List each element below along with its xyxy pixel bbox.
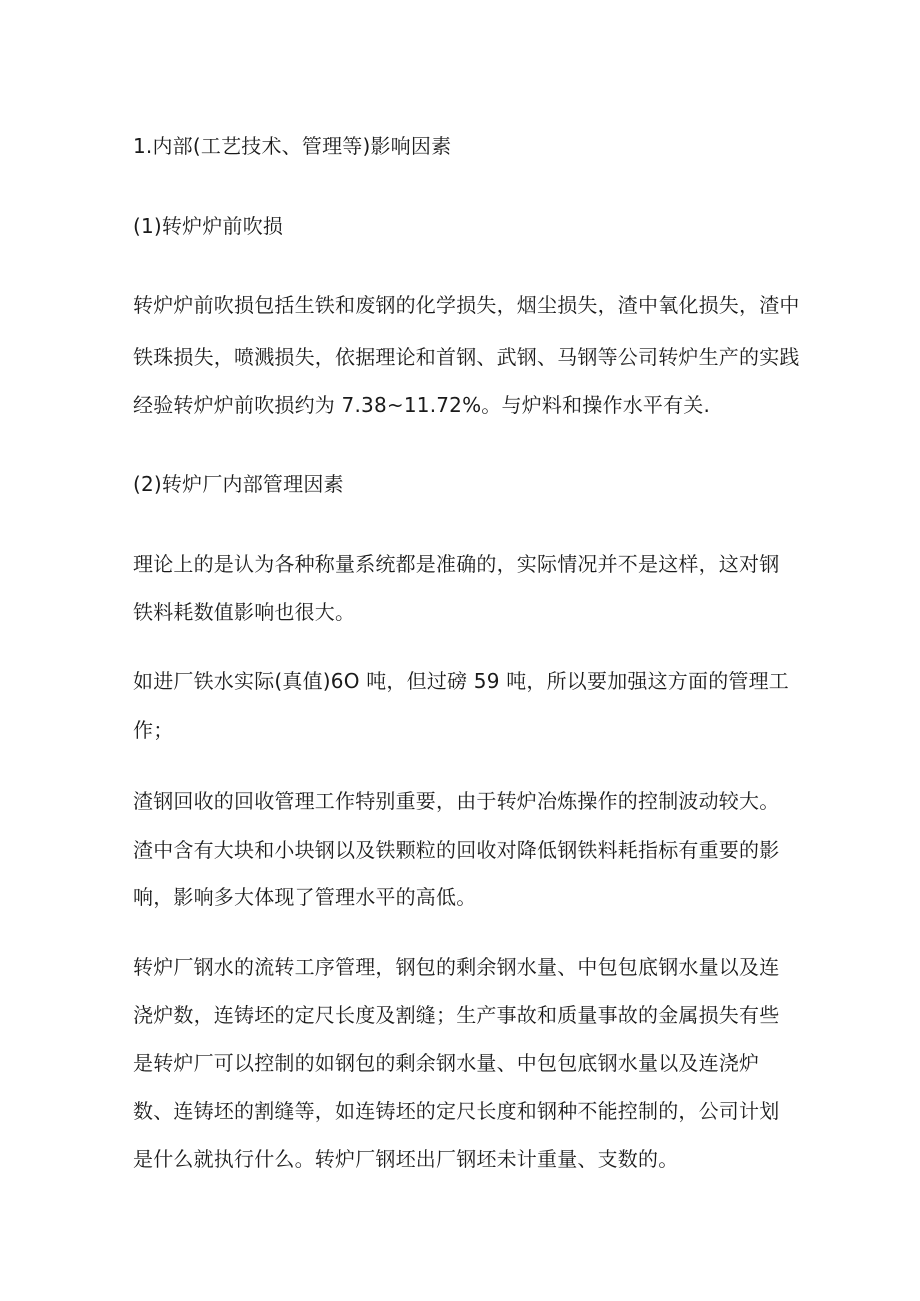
paragraph-line: 理论上的是认为各种称量系统都是准确的，实际情况并不是这样，这对钢 [133, 552, 780, 576]
paragraph-line: 经验转炉炉前吹损约为 7.38~11.72%。与炉料和操作水平有关. [133, 393, 711, 417]
paragraph-line: 渣中含有大块和小块钢以及铁颗粒的回收对降低钢铁料耗指标有重要的影 [133, 838, 780, 862]
subsection-heading: (1)转炉炉前吹损 [133, 214, 284, 238]
paragraph-line: 数、连铸坯的割缝等，如连铸坯的定尺长度和钢种不能控制的，公司计划 [133, 1099, 780, 1123]
paragraph-line: 如进厂铁水实际(真值)6O 吨，但过磅 59 吨，所以要加强这方面的管理工 [133, 669, 789, 693]
paragraph-line: 转炉炉前吹损包括生铁和废钢的化学损失，烟尘损失，渣中氧化损失，渣中 [133, 293, 800, 317]
paragraph-line: 作； [133, 718, 174, 742]
paragraph-line: 响，影响多大体现了管理水平的高低。 [133, 885, 477, 909]
section-heading: 1.内部(工艺技术、管理等)影响因素 [133, 134, 452, 158]
paragraph-line: 铁珠损失，喷溅损失，依据理论和首钢、武钢、马钢等公司转炉生产的实践 [133, 345, 800, 369]
paragraph-line: 转炉厂钢水的流转工序管理，钢包的剩余钢水量、中包包底钢水量以及连 [133, 955, 780, 979]
paragraph-line: 铁料耗数值影响也很大。 [133, 600, 356, 624]
subsection-heading: (2)转炉厂内部管理因素 [133, 472, 344, 496]
paragraph-line: 是什么就执行什么。转炉厂钢坯出厂钢坯未计重量、支数的。 [133, 1147, 679, 1171]
paragraph-line: 是转炉厂可以控制的如钢包的剩余钢水量、中包包底钢水量以及连浇炉 [133, 1051, 760, 1075]
paragraph-line: 渣钢回收的回收管理工作特别重要，由于转炉冶炼操作的控制波动较大。 [133, 789, 780, 813]
paragraph-line: 浇炉数，连铸坯的定尺长度及割缝；生产事故和质量事故的金属损失有些 [133, 1003, 780, 1027]
